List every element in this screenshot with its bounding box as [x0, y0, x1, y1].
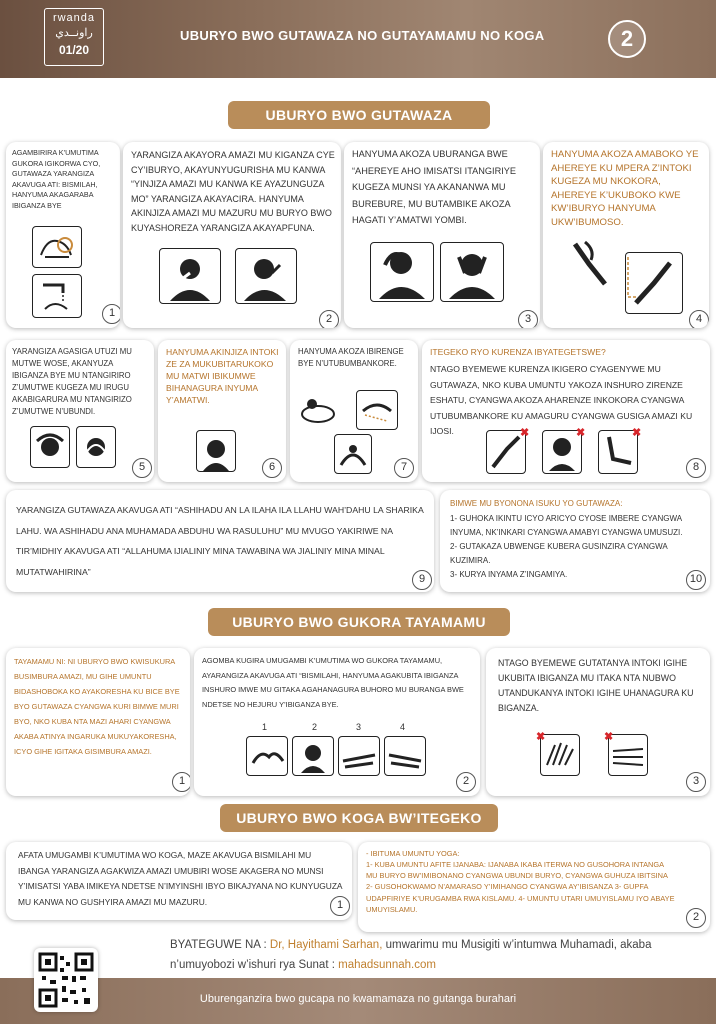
forbidden-x-icon: ✖: [520, 427, 530, 439]
page-header: [0, 0, 716, 78]
step-number: 4: [689, 310, 709, 328]
step-number: 3: [686, 772, 706, 792]
step-index: 2: [312, 722, 318, 732]
credit-prefix: BYATEGUWE NA :: [170, 939, 270, 951]
wudu-step-7-card: [290, 340, 418, 482]
section-title-tayammum: UBURYO BWO GUKORA TAYAMAMU: [208, 608, 510, 636]
wipe-head-icon: [30, 426, 70, 468]
wudu-step-6-card: [158, 340, 286, 482]
page-title: UBURYO BWO GUTAWAZA NO GUTAYAMAMU NO KOGA: [180, 28, 545, 43]
step-index: 4: [400, 722, 406, 732]
forbidden-spread-fingers-icon: [540, 734, 580, 776]
logo-issue: 01/20: [58, 43, 90, 57]
logo-text: rwanda: [52, 12, 96, 24]
forbidden-separate-fingers-icon: [608, 734, 648, 776]
step-text: HANYUMA AKOZA IBIRENGE BYE N’UTUBUMBANKORE.: [298, 347, 404, 368]
logo-arabic-text: راونــدي: [55, 27, 93, 39]
wudu-step-5-card: [6, 340, 154, 482]
step-title: ITEGEKO RYO KURENZA IBYATEGETSWE?: [430, 347, 606, 357]
step-text: YARANGIZA AGASIGA UTUZI MU MUTWE WOSE, AKANYUZA IBIGANZA BYE MU NTANGIRIRO Z’UMUTWE KUGEZA MU IRUGU AKABIGARURA MU NTANGIRIZO Z’UMUTWE N’UBUNDI.: [12, 347, 132, 416]
forbidden-x-icon: ✖: [604, 731, 614, 743]
step-text: AFATA UMUGAMBI K’UMUTIMA WO KOGA, MAZE AKAVUGA BISMILAHI MU IBANGA YARANGIZA AGAKWIZA AMAZI UMUBIRI WOSE AKAGERA NO MUNSI Y’IMISATSI YABA IMIKEYA NDETSE N’IMYINSHI IBYO BIKAJYANA NO KUNYUGUZA MU KANWA NO GUSHYIRA AMAZI MU MAZURU.: [18, 850, 343, 907]
step-index: 3: [356, 722, 362, 732]
tayammum-card-2: [194, 648, 480, 796]
wudu-step-8-card: [422, 340, 710, 482]
footer-band: [0, 978, 716, 1024]
strike-ground-icon: [246, 736, 288, 776]
step-number: 9: [412, 570, 432, 590]
page-number-badge: 2: [608, 20, 646, 58]
hands-wash-icon: [32, 226, 82, 268]
wudu-step-10-card: [440, 490, 710, 592]
step-text: 1- KUBA UMUNTU AFITE IJANABA: IJANABA IKABA ITERWA NO GUSOHORA INTANGA MU BURYO BW’IMIBONANO CYANGWA UBUNDI BURYO, CYANGWA GUHUZA IBITSINA 2- GUSOHOKWAMO N’AMARASO Y’IMIHANGO CYANGWA AY’IBISANZA 3- GUPFA UDAPFIRIYE K’URUGAMBA RWA KISLAMU. 4- UMUNTU UTARI UMUYISLAMU IYO ABAYE UMUYISLAMU.: [366, 860, 675, 914]
forbidden-x-icon: ✖: [632, 427, 642, 439]
step-text: HANYUMA AKOZA UBURANGA BWE “AHEREYE AHO IMISATSI ITANGIRIYE KUGEZA MUNSI YA AKANANWA MU BUREBURE, MU BUTAMBIKE AKOZA HAGATI Y’AMATWI YOMBI.: [352, 149, 517, 225]
ghusl-card-2: [358, 842, 710, 932]
wipe-head-back-icon: [76, 426, 116, 468]
step-number: 8: [686, 458, 706, 478]
wash-elbow-icon: [625, 252, 683, 314]
step-index: 1: [262, 722, 268, 732]
step-text: YARANGIZA AKAYORA AMAZI MU KIGANZA CYE CY’IBURYO, AKAYUNYUGURISHA MU KANWA “YINJIZA AMAZI MU KANWA KE AYAZUNGUZA MO” YARANGIZA AKAYACIRA. HANYUMA AKINJIZA AMAZI MU MAZURU MU BURYO BWO KUYASHOREZA YARANGIZA AKAYAPFUNA.: [131, 150, 335, 233]
sniff-water-icon: [235, 248, 297, 304]
wudu-step-3-card: [344, 142, 540, 328]
step-number: 5: [132, 458, 152, 478]
step-text: HANYUMA AKINJIZA INTOKI ZE ZA MUKUBITARUKOKO MU MATWI IBIKUMWE BIHANAGURA INYUMA Y’AMATWI.: [166, 347, 279, 405]
step-text: HANYUMA AKOZA AMABOKO YE AHEREYE KU MPERA Z’INTOKI KUGEZA MU NKOKORA, AHEREYE K’UKUBOKO KWE KW’IBURYO HANYUMA UKW’IBUMOSO.: [551, 149, 699, 228]
section-title-wudu: UBURYO BWO GUTAWAZA: [228, 101, 490, 129]
list-item: 2- GUTAKAZA UBWENGE KUBERA GUSINZIRA CYANGWA KUZIMIRA.: [450, 542, 668, 565]
step-number: 1: [102, 304, 120, 324]
step-number: 2: [686, 908, 706, 928]
tayammum-card-1: [6, 648, 190, 796]
ghusl-card-1: [6, 842, 352, 920]
author-credit: [170, 935, 710, 975]
website-link[interactable]: mahadsunnah.com: [338, 959, 436, 971]
wipe-face-tayammum-icon: [292, 736, 334, 776]
step-number: 1: [172, 772, 190, 792]
wash-foot-sole-icon: [356, 390, 398, 430]
faucet-icon: [32, 274, 82, 318]
step-text: NTAGO BYEMEWE KURENZA IKIGERO CYAGENYWE MU GUTAWAZA, NKO KUBA UMUNTU YAKOZA INSHURO ZIRENZE ESHATU, CYANGWA AKOZA AHARENZE INKOKORA CYANGWA UTUBUMBANKORE KU AMAGURU CYANGWA GUSIGA AMAZI KU IJOSI.: [430, 364, 693, 436]
wipe-face-icon: [440, 242, 504, 302]
wash-ankle-icon: [334, 434, 372, 474]
credit-description: umwarimu mu Musigiti w’intumwa Muhamadi, akaba n’umuyobozi w’ishuri rya Sunat :: [170, 939, 652, 971]
forbidden-x-icon: ✖: [536, 731, 546, 743]
wash-face-icon: [370, 242, 434, 302]
tayammum-definition: TAYAMAMU NI: NI UBURYO BWO KWISUKURA BUSIMBURA AMAZI, MU GIHE UMUNTU BIDASHOBOKA KO AYAKORESHA KU BICE BYE BYO GUTAWAZA CYANGWA KURI BIMWE MURI BYO, NKO KUBA NTA MAZI AHARI CYANGWA AKABA ATINYA INGARUKA MUKUYAKORESHA, ICYO GIHE IGITAKA GISIMBURA AMAZI.: [14, 657, 180, 756]
wash-foot-icon: [298, 390, 338, 430]
step-number: 7: [394, 458, 414, 478]
forbidden-x-icon: ✖: [576, 427, 586, 439]
step-number: 2: [319, 310, 339, 328]
step-number: 6: [262, 458, 282, 478]
qr-code-icon[interactable]: [34, 948, 98, 1012]
step-text: AGAMBIRIRA K’UMUTIMA GUKORA IGIKORWA CYO, GUTAWAZA YARANGIZA AKAVUGA ATI: BISMILAH, HANYUMA AKAGARABA IBIGANZA BYE: [12, 148, 101, 210]
step-number: 2: [456, 772, 476, 792]
section-title-ghusl: UBURYO BWO KOGA BW’ITEGEKO: [220, 804, 498, 832]
rinse-mouth-icon: [159, 248, 221, 304]
wudu-step-2-card: [123, 142, 341, 328]
step-title: - IBITUMA UMUNTU YOGA:: [366, 849, 460, 858]
wipe-other-hand-icon: [384, 736, 426, 776]
step-number: 3: [518, 310, 538, 328]
author-name: Dr, Hayithami Sarhan,: [269, 939, 383, 951]
rwanda-logo: [44, 8, 104, 66]
wudu-step-4-card: [543, 142, 709, 328]
step-text: AGOMBA KUGIRA UMUGAMBI K’UMUTIMA WO GUKORA TAYAMAMU, AYARANGIZA AKAVUGA ATI “BISMILAHI, HANYUMA AGAKUBITA IBIGANZA INSHURO IMWE MU GITAKA AGAHANAGURA BUHORO MU BURANGA BWE NDETSE NO HEJURU Y’IBIGANZA BYE.: [202, 656, 464, 709]
wudu-step-1-card: [6, 142, 120, 328]
tayammum-card-3: [486, 648, 710, 796]
wipe-ears-icon: [196, 430, 236, 472]
step-number: 10: [686, 570, 706, 590]
step-text: YARANGIZA GUTAWAZA AKAVUGA ATI “ASHIHADU AN LA ILAHA ILA LLAHU WAH’DAHU LA SHARIKA LAHU. WA ASHIHADU ANA MUHAMADA ABDUHU WA RASULUHU” MU MVUGO YAKIRIWE NA TIR’MIDHIY AKAVUGA ATI “ALLAHUMA IJIALINIY MINA TAWABINA WA JIALINIY MINA MINAL MUTATWAHIRINA”: [16, 505, 424, 577]
step-number: 1: [330, 896, 350, 916]
wudu-step-9-card: [6, 490, 434, 592]
wipe-hand-icon: [338, 736, 380, 776]
wash-arm-icon: [565, 234, 619, 292]
step-text: NTAGO BYEMEWE GUTATANYA INTOKI IGIHE UKUBITA IBIGANZA MU ITAKA NTA NUBWO UTANDUKANYA INTOKI IGIHE UHANAGURA KU BIGANZA.: [498, 658, 694, 713]
list-item: 3- KURYA INYAMA Z’INGAMIYA.: [450, 570, 568, 579]
copyright-notice: Uburenganzira bwo gucapa no kwamamaza no gutanga burahari: [199, 993, 517, 1005]
step-title: BIMWE MU BYONONA ISUKU YO GUTAWAZA:: [450, 499, 623, 508]
list-item: 1- GUHOKA IKINTU ICYO ARICYO CYOSE IMBERE CYANGWA INYUMA, NK’INKARI CYANGWA AMABYI CYANGWA UMUSUZI.: [450, 514, 683, 537]
